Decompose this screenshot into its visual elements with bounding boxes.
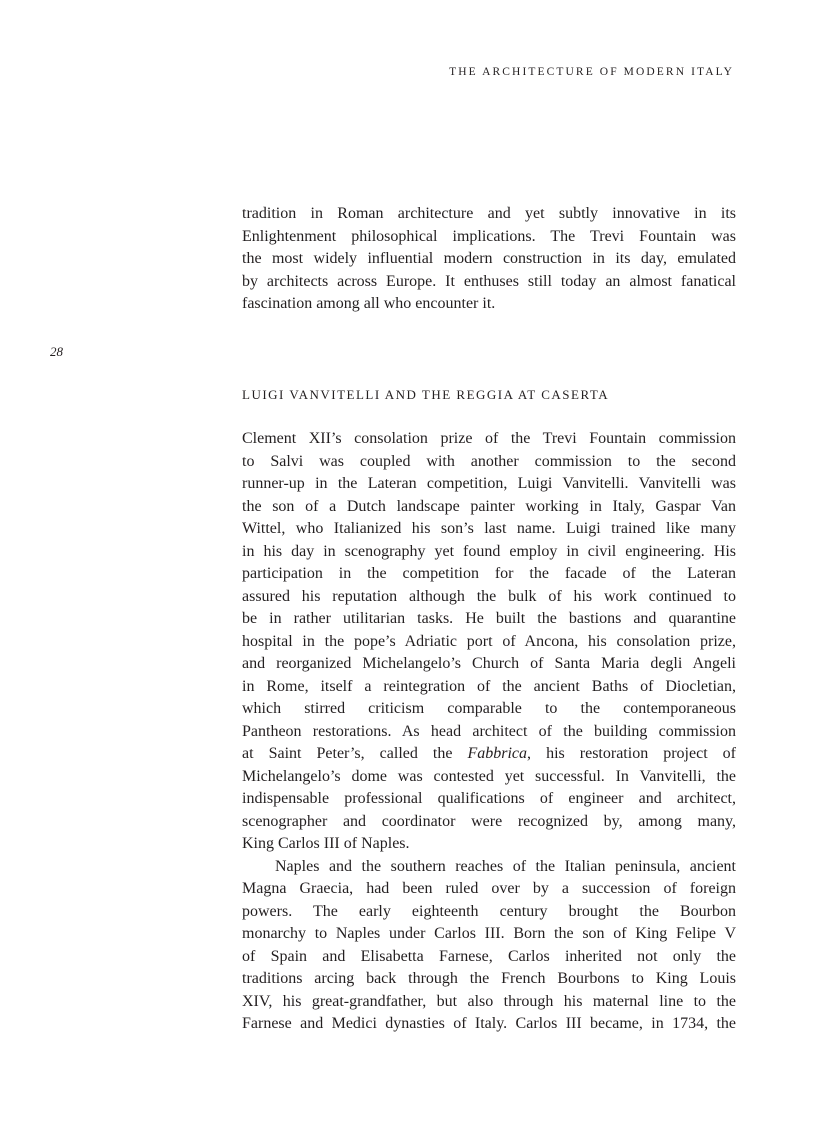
text-run: at Saint Peter’s, called the: [242, 745, 468, 762]
paragraph: [242, 203, 736, 316]
text-line: of Spain and Elisabetta Farnese, Carlos inherited not only the: [242, 947, 736, 965]
text-line: be in rather utilitarian tasks. He built the bastions and quarantine: [242, 610, 736, 627]
text-run: , his restoration project of: [527, 745, 736, 762]
text-line: indispensable professional qualifications of engineer and architect,: [242, 790, 736, 807]
text-line: Magna Graecia, had been ruled over by a succession of foreign: [242, 880, 736, 897]
text-line: which stirred criticism comparable to the contemporaneous: [242, 700, 736, 717]
text-line: the most widely influential modern construction in its day, emulated: [242, 250, 736, 267]
text-line: tradition in Roman architecture and yet subtly innovative in its: [242, 205, 736, 222]
text-line: monarchy to Naples under Carlos III. Born the son of King Felipe V: [242, 925, 736, 942]
running-head: THE ARCHITECTURE OF MODERN ITALY: [449, 66, 734, 78]
text-line: runner-up in the Lateran competition, Luigi Vanvitelli. Vanvitelli was: [242, 475, 736, 492]
text-line: participation in the competition for the facade of the Lateran: [242, 565, 736, 582]
text-line: [242, 743, 736, 766]
text-line: powers. The early eighteenth century brought the Bourbon: [242, 902, 736, 920]
paragraph-1: [242, 428, 736, 856]
italic-term: Fabbrica: [467, 745, 528, 762]
text-line: scenographer and coordinator were recognized by, among many,: [242, 812, 736, 830]
section-body: [242, 428, 736, 1036]
text-line: Clement XII’s consolation prize of the Trevi Fountain commission: [242, 430, 736, 447]
text-line: and reorganized Michelangelo’s Church of Santa Maria degli Angeli: [242, 655, 736, 672]
text-line: Enlightenment philosophical implications. The Trevi Fountain was: [242, 227, 736, 245]
text-line: King Carlos III of Naples.: [242, 835, 410, 852]
text-line: assured his reputation although the bulk of his work continued to: [242, 587, 736, 605]
text-line: to Salvi was coupled with another commission to the second: [242, 452, 736, 470]
text-line: Farnese and Medici dynasties of Italy. Carlos III became, in 1734, the: [242, 1015, 736, 1032]
text-line: Wittel, who Italianized his son’s last name. Luigi trained like many: [242, 520, 736, 537]
text-line: Michelangelo’s dome was contested yet successful. In Vanvitelli, the: [242, 767, 736, 785]
paragraph-2: [242, 856, 736, 1036]
page-number: 28: [50, 344, 63, 359]
text-line: fascination among all who encounter it.: [242, 295, 496, 312]
section-heading: LUIGI VANVITELLI AND THE REGGIA AT CASERTA: [242, 387, 610, 402]
text-line: traditions arcing back through the French Bourbons to King Louis: [242, 970, 736, 987]
text-line: Naples and the southern reaches of the Italian peninsula, ancient: [275, 857, 736, 875]
opening-paragraph: [242, 203, 736, 316]
text-line: XIV, his great-grandfather, but also through his maternal line to the: [242, 992, 736, 1010]
text-line: hospital in the pope’s Adriatic port of Ancona, his consolation prize,: [242, 632, 736, 650]
text-line: the son of a Dutch landscape painter working in Italy, Gaspar Van: [242, 497, 736, 515]
text-line: Pantheon restorations. As head architect of the building commission: [242, 722, 736, 740]
text-line: in Rome, itself a reintegration of the ancient Baths of Diocletian,: [242, 677, 736, 695]
text-line: by architects across Europe. It enthuses still today an almost fanatical: [242, 272, 736, 290]
text-line: in his day in scenography yet found employ in civil engineering. His: [242, 542, 736, 560]
